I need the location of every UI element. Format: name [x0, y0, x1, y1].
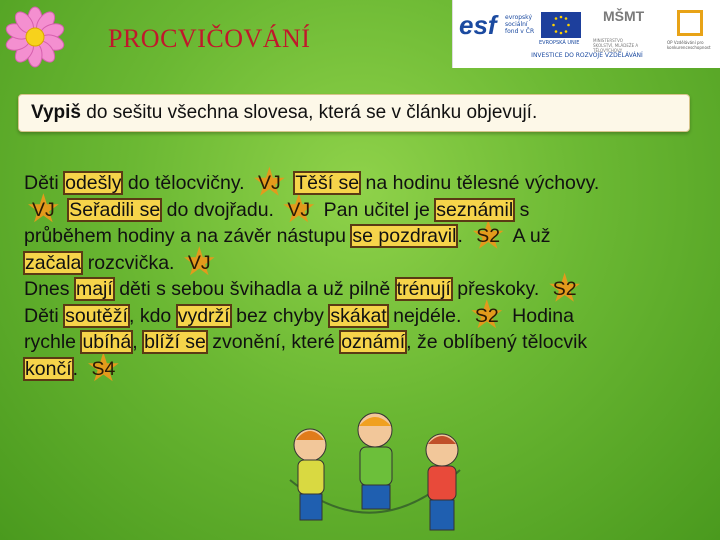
text-segment: děti s sebou švihadla a už pilně — [113, 278, 396, 300]
star-tag — [470, 223, 506, 250]
star-tag-label: VJ — [32, 198, 55, 221]
highlighted-verb: odešly — [65, 172, 122, 194]
highlighted-verb: vydrží — [177, 304, 230, 327]
eu-logo-text: EVROPSKÁ UNIE — [539, 40, 580, 46]
text-segment: , — [132, 331, 144, 353]
text-segment: Hodina — [506, 304, 574, 327]
highlighted-verb: trénují — [396, 278, 451, 300]
star-tag-label: S2 — [552, 278, 577, 300]
text-segment: Pan učitel je — [318, 198, 436, 221]
instruction-text: do sešitu všechna slovesa, která se v článku objevují. — [81, 102, 538, 123]
article-text — [24, 170, 714, 382]
funding-logos — [452, 0, 720, 68]
msmt-logo-text: MINISTERSTVO ŠKOLSTVÍ, MLÁDEŽE A TĚLOVÝCHOVY — [593, 38, 639, 53]
text-segment: , že oblíbený tělocvik — [406, 331, 588, 353]
star-tag-label: S2 — [474, 304, 499, 327]
instruction-verb: Vypiš — [31, 102, 81, 123]
article-line — [24, 303, 714, 330]
text-segment: do tělocvičny. — [122, 172, 251, 194]
star-tag-label: VJ — [187, 251, 211, 274]
star-tag-label: VJ — [258, 172, 281, 194]
article-line — [24, 250, 714, 277]
article-line — [24, 276, 714, 303]
msmt-logo: MŠMT — [603, 8, 645, 24]
text-segment: na hodinu tělesné výchovy. — [360, 172, 600, 194]
text-segment: Děti — [24, 304, 65, 327]
text-segment: zvonění, které — [206, 331, 341, 353]
text-segment: přeskoky. — [451, 278, 545, 300]
highlighted-verb: oznámí — [341, 331, 406, 353]
highlighted-verb: ubíhá — [82, 331, 132, 353]
star-tag — [547, 276, 583, 303]
article-line — [24, 329, 714, 356]
kids-jumping-rope-illustration — [270, 400, 480, 540]
star-tag-label: S2 — [476, 225, 501, 247]
highlighted-verb: soutěží — [65, 304, 128, 327]
highlighted-verb: začala — [25, 251, 82, 274]
star-tag — [85, 356, 121, 383]
highlighted-verb: skákat — [330, 304, 387, 327]
article-line — [24, 356, 714, 383]
text-segment: . — [457, 225, 469, 247]
text-segment: rychle — [24, 331, 82, 353]
article-line — [24, 197, 714, 224]
highlighted-verb: Těší se — [295, 172, 360, 194]
star-tag-label: VJ — [287, 198, 311, 221]
star-tag — [469, 303, 505, 330]
text-segment: Dnes — [24, 278, 75, 300]
investment-strip: INVESTICE DO ROZVOJE VZDĚLÁVÁNÍ — [531, 52, 643, 59]
flower-icon — [4, 6, 66, 68]
star-tag — [252, 170, 287, 197]
text-segment: bez chyby — [230, 304, 330, 327]
star-tag — [26, 197, 61, 224]
esf-logo-text: evropský sociální fond v ČR — [505, 14, 535, 35]
op-logo-icon — [677, 10, 703, 36]
star-tag — [281, 197, 316, 224]
text-segment: , kdo — [128, 304, 177, 327]
text-segment: s — [514, 198, 530, 221]
text-segment: do dvojřadu. — [161, 198, 280, 221]
star-tag — [182, 250, 217, 277]
highlighted-verb: se pozdravil — [352, 225, 457, 247]
op-logo-text: OP Vzdělávání pro konkurenceschopnost — [667, 40, 711, 50]
text-segment: Děti — [24, 172, 65, 194]
highlighted-verb: Seřadili se — [69, 198, 161, 221]
text-segment: nejdéle. — [387, 304, 467, 327]
star-tag-label: S4 — [91, 357, 116, 380]
article-line — [24, 223, 714, 250]
instruction-box — [18, 94, 690, 132]
highlighted-verb: seznámil — [436, 198, 514, 221]
text-segment: průběhem hodiny a na závěr nástupu — [24, 225, 352, 247]
eu-flag-icon — [541, 12, 581, 38]
esf-logo: esf — [459, 10, 497, 40]
article-line — [24, 170, 714, 197]
text-segment: . — [72, 357, 84, 380]
text-segment: rozcvička. — [82, 251, 180, 274]
text-segment: A už — [508, 225, 551, 247]
highlighted-verb: mají — [75, 278, 113, 300]
highlighted-verb: končí — [25, 357, 72, 380]
highlighted-verb: blíží se — [144, 331, 206, 353]
page-title: PROCVIČOVÁNÍ — [108, 24, 311, 53]
